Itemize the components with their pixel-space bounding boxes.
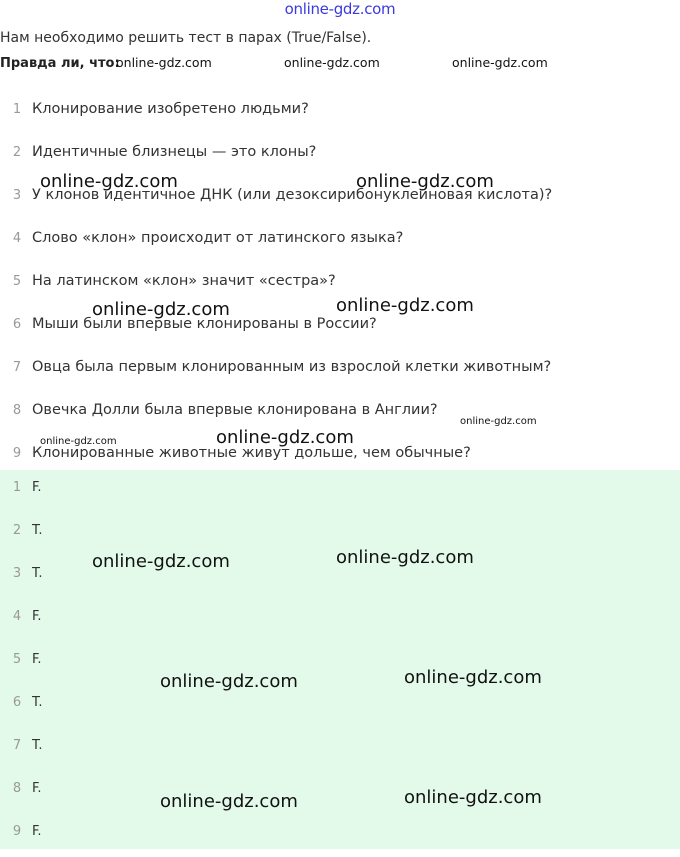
answer-value: F. (32, 781, 42, 796)
question-text: У клонов идентичное ДНК (или дезоксирибонуклеиновая кислота)? (32, 187, 553, 203)
question-number: 6 (12, 317, 22, 332)
answer-value: T. (32, 738, 43, 753)
answer-number: 8 (12, 781, 22, 796)
watermark: online-gdz.com (40, 171, 178, 192)
watermark: online-gdz.com (160, 671, 298, 692)
watermark: online-gdz.com (116, 55, 212, 70)
answer-number: 2 (12, 523, 22, 538)
watermark: online-gdz.com (40, 436, 117, 447)
question-text: Клонирование изобретено людьми? (32, 101, 309, 117)
watermark: online-gdz.com (336, 295, 474, 316)
watermark: online-gdz.com (356, 171, 494, 192)
question-text: Идентичные близнецы — это клоны? (32, 144, 317, 160)
answer-item (0, 642, 680, 685)
intro-text: Нам необходимо решить тест в парах (True/False). (0, 30, 372, 46)
answer-value: T. (32, 566, 43, 581)
answer-value: F. (32, 824, 42, 839)
answer-number: 3 (12, 566, 22, 581)
answer-number: 5 (12, 652, 22, 667)
answer-value: F. (32, 609, 42, 624)
question-text: На латинском «клон» значит «сестра»? (32, 273, 336, 289)
answer-panel (0, 470, 680, 849)
question-item (0, 346, 680, 389)
answer-item (0, 599, 680, 642)
question-number: 3 (12, 188, 22, 203)
watermark: online-gdz.com (404, 787, 542, 808)
answer-number: 6 (12, 695, 22, 710)
answer-value: T. (32, 695, 43, 710)
question-number: 9 (12, 446, 22, 461)
watermark: online-gdz.com (284, 55, 380, 70)
question-item (0, 88, 680, 131)
question-text: Овечка Долли была впервые клонирована в Англии? (32, 402, 438, 418)
answer-item (0, 814, 680, 857)
question-text: Клонированные животные живут дольше, чем обычные? (32, 445, 471, 461)
watermark: online-gdz.com (404, 667, 542, 688)
answer-item (0, 470, 680, 513)
question-text: Мыши были впервые клонированы в России? (32, 316, 377, 332)
answer-value: F. (32, 480, 42, 495)
question-number: 8 (12, 403, 22, 418)
question-text: Слово «клон» происходит от латинского языка? (32, 230, 404, 246)
watermark: online-gdz.com (216, 427, 354, 448)
top-watermark: online-gdz.com (284, 0, 396, 18)
answer-number: 7 (12, 738, 22, 753)
answer-number: 1 (12, 480, 22, 495)
watermark: online-gdz.com (452, 55, 548, 70)
watermark: online-gdz.com (336, 547, 474, 568)
question-number: 5 (12, 274, 22, 289)
answer-number: 4 (12, 609, 22, 624)
question-item (0, 131, 680, 174)
answer-item (0, 685, 680, 728)
question-list (0, 88, 680, 475)
question-item (0, 389, 680, 432)
question-item (0, 217, 680, 260)
watermark: online-gdz.com (92, 299, 230, 320)
answer-item (0, 771, 680, 814)
watermark: online-gdz.com (92, 551, 230, 572)
answer-value: T. (32, 523, 43, 538)
answer-value: F. (32, 652, 42, 667)
watermark: online-gdz.com (160, 791, 298, 812)
question-number: 7 (12, 360, 22, 375)
question-text: Овца была первым клонированным из взрослой клетки животным? (32, 359, 552, 375)
question-number: 1 (12, 102, 22, 117)
question-number: 4 (12, 231, 22, 246)
subheading: Правда ли, что: (0, 56, 120, 71)
answer-item (0, 728, 680, 771)
answer-number: 9 (12, 824, 22, 839)
question-number: 2 (12, 145, 22, 160)
watermark: online-gdz.com (460, 416, 537, 427)
